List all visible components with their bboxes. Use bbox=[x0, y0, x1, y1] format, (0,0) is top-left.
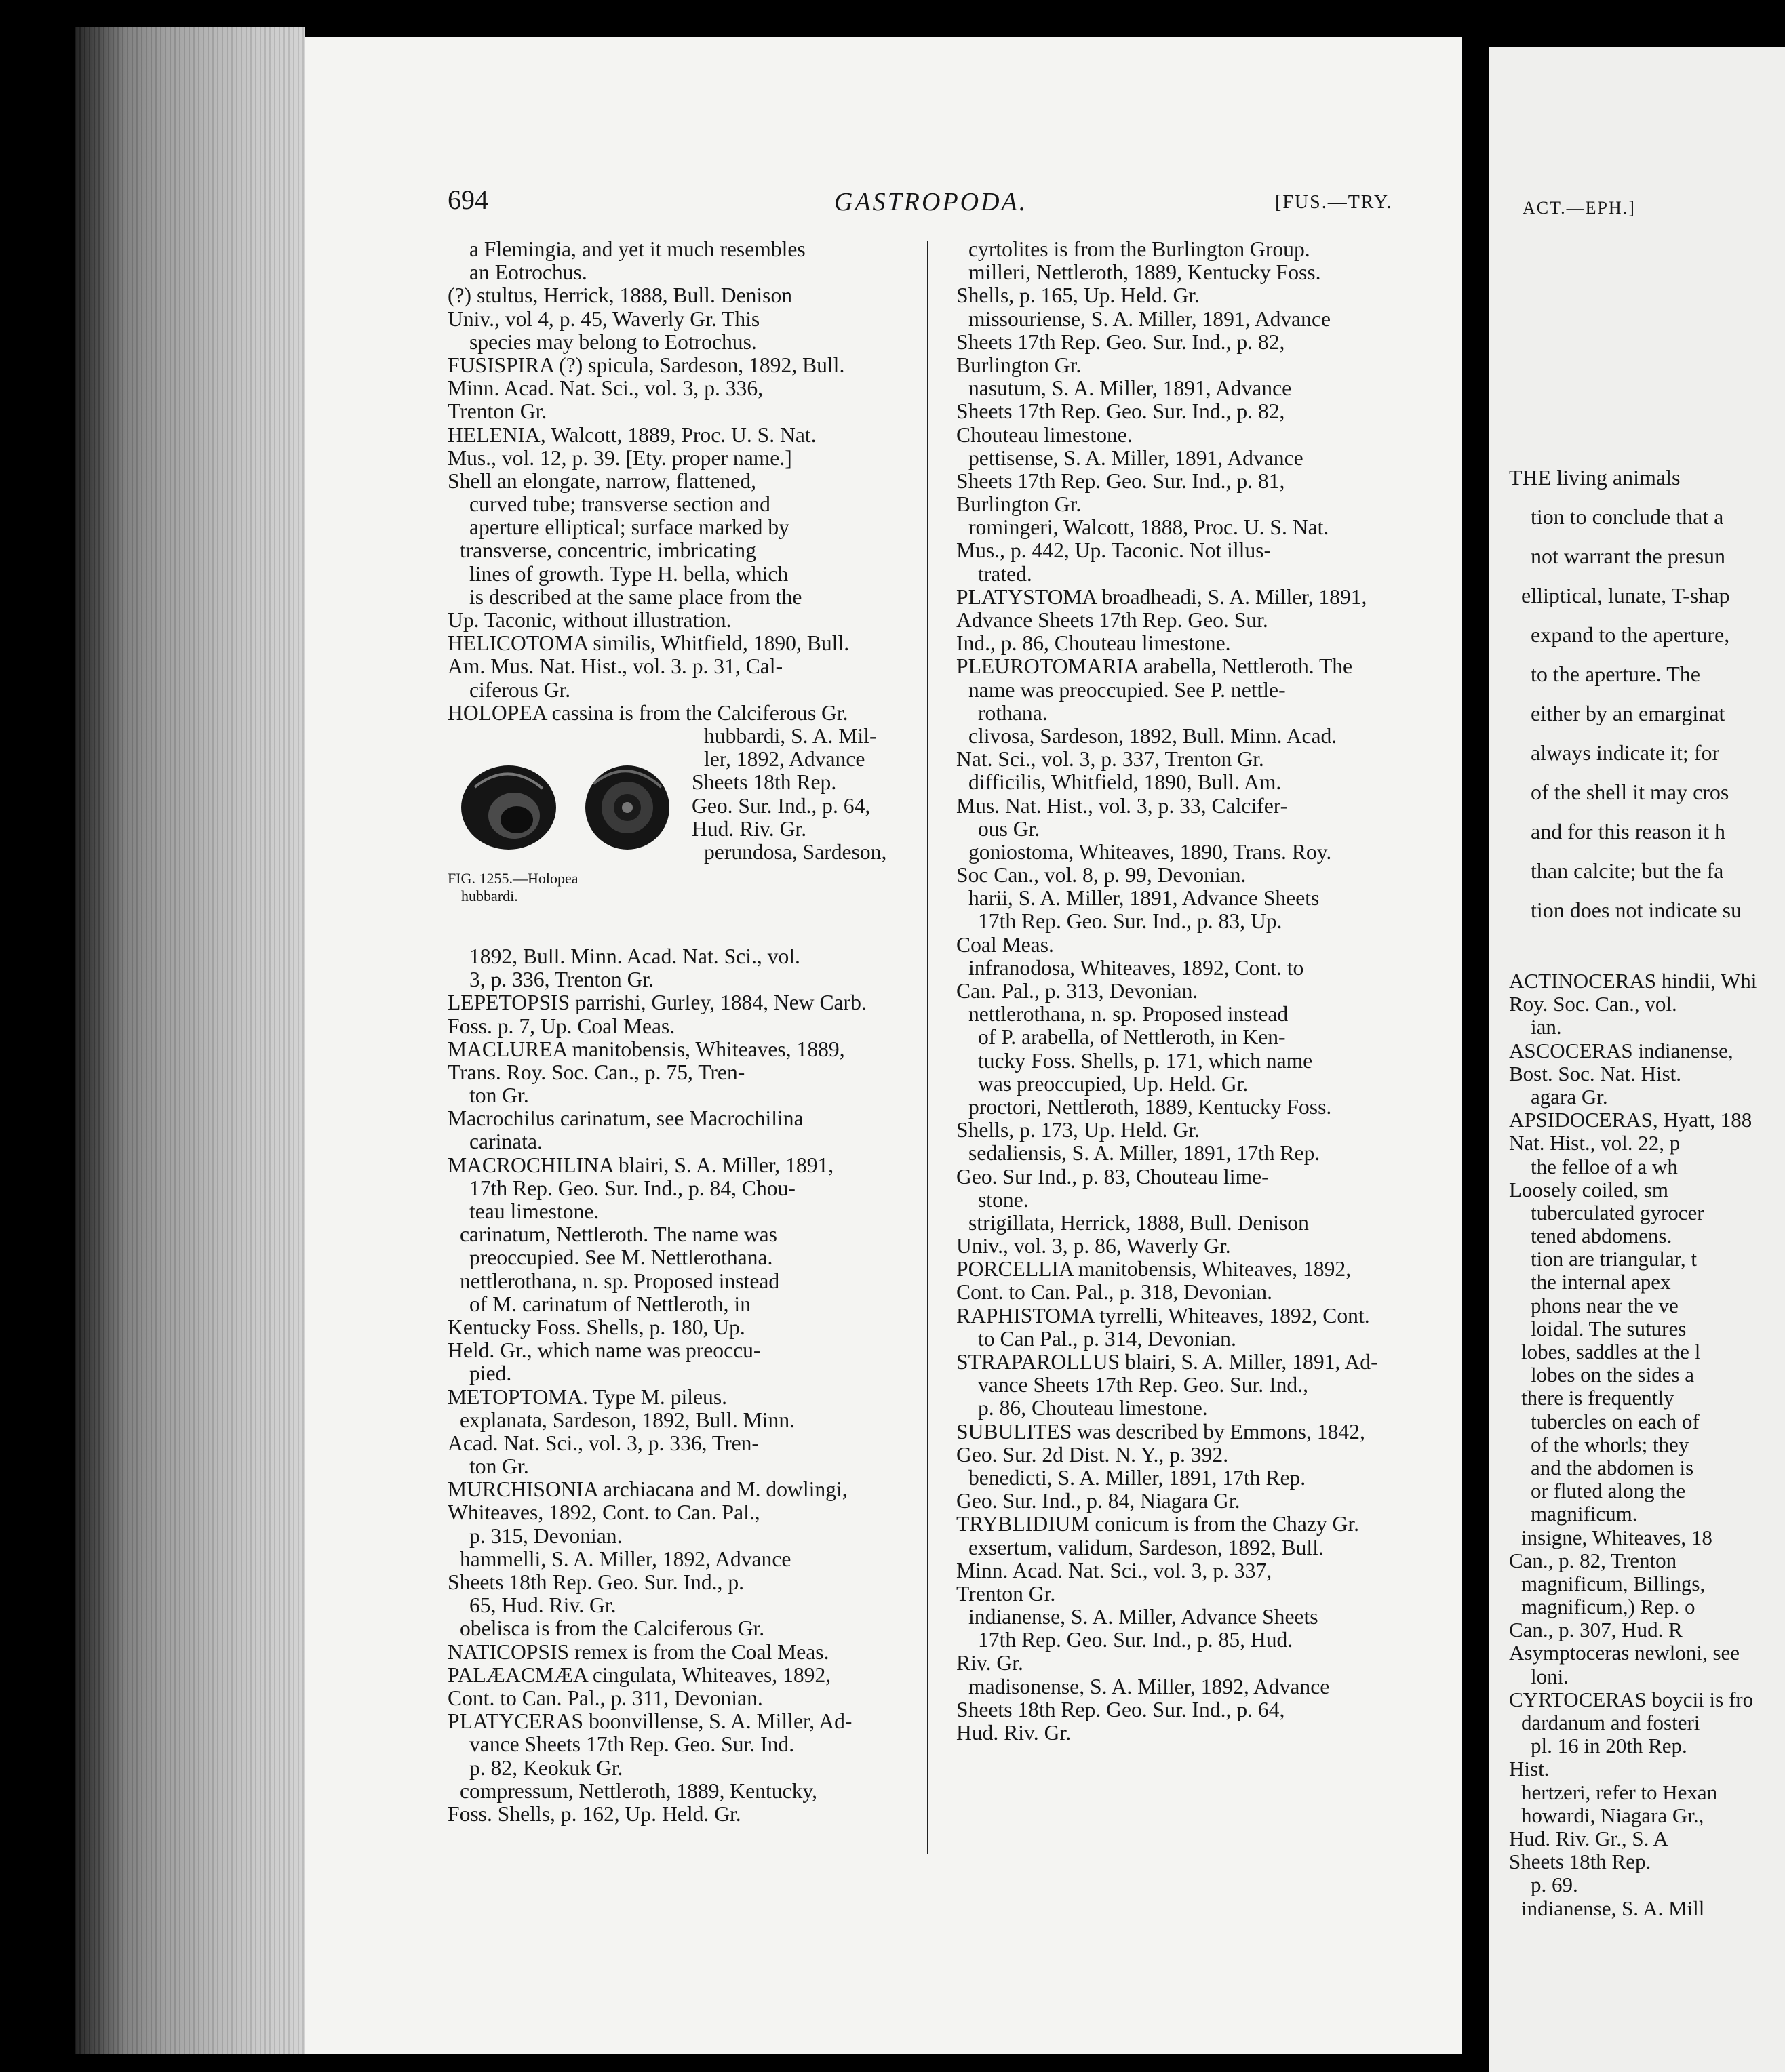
text-line: than calcite; but the fa bbox=[1531, 858, 1724, 883]
page-range-header: [FUS.—TRY. bbox=[1275, 192, 1393, 213]
text-line: sedaliensis, S. A. Miller, 1891, 17th Rep. bbox=[968, 1142, 1320, 1166]
text-line: p. 315, Devonian. bbox=[469, 1524, 623, 1548]
column-a bbox=[448, 238, 909, 1826]
text-line: cyrtolites is from the Burlington Group. bbox=[968, 238, 1310, 261]
text-line: METOPTOMA. Type M. pileus. bbox=[448, 1385, 728, 1409]
text-line: Sheets 18th Rep. bbox=[1509, 1850, 1651, 1874]
text-line: PLEUROTOMARIA arabella, Nettleroth. The bbox=[956, 655, 1353, 679]
text-line: lobes on the sides a bbox=[1531, 1363, 1695, 1387]
text-line: clivosa, Sardeson, 1892, Bull. Minn. Acad. bbox=[968, 724, 1337, 748]
text-line: an Eotrochus. bbox=[469, 261, 587, 285]
text-line: insigne, Whiteaves, 18 bbox=[1521, 1526, 1712, 1549]
text-line: p. 69. bbox=[1531, 1873, 1578, 1897]
text-line: loni. bbox=[1531, 1665, 1569, 1688]
text-line: STRAPAROLLUS blairi, S. A. Miller, 1891, Ad- bbox=[956, 1351, 1378, 1374]
text-line: Minn. Acad. Nat. Sci., vol. 3, p. 337, bbox=[956, 1559, 1272, 1582]
text-line: madisonense, S. A. Miller, 1892, Advance bbox=[968, 1675, 1330, 1698]
text-line: expand to the aperture, bbox=[1531, 622, 1730, 647]
text-line: Univ., vol 4, p. 45, Waverly Gr. This bbox=[448, 307, 760, 331]
text-line: aperture elliptical; surface marked by bbox=[469, 516, 789, 540]
text-line: of the whorls; they bbox=[1531, 1433, 1689, 1456]
text-line: Univ., vol. 3, p. 86, Waverly Gr. bbox=[956, 1235, 1231, 1258]
text-line: 17th Rep. Geo. Sur. Ind., p. 85, Hud. bbox=[978, 1629, 1293, 1652]
text-line: Acad. Nat. Sci., vol. 3, p. 336, Tren- bbox=[448, 1431, 759, 1455]
text-line: indianense, S. A. Miller, Advance Sheets bbox=[968, 1606, 1318, 1629]
text-line: tion does not indicate su bbox=[1531, 898, 1742, 922]
page-number: 694 bbox=[448, 184, 488, 215]
text-line: tuberculated gyrocer bbox=[1531, 1201, 1704, 1224]
text-line: Cont. to Can. Pal., p. 318, Devonian. bbox=[956, 1281, 1272, 1304]
text-line: vance Sheets 17th Rep. Geo. Sur. Ind. bbox=[469, 1733, 795, 1757]
text-line: RAPHISTOMA tyrrelli, Whiteaves, 1892, Cont. bbox=[956, 1304, 1370, 1328]
running-title: GASTROPODA. bbox=[834, 188, 1028, 216]
text-line: Geo. Sur Ind., p. 83, Chouteau lime- bbox=[956, 1165, 1269, 1189]
text-line: benedicti, S. A. Miller, 1891, 17th Rep. bbox=[968, 1466, 1306, 1490]
text-line: SUBULITES was described by Emmons, 1842, bbox=[956, 1420, 1365, 1443]
text-line: missouriense, S. A. Miller, 1891, Advance bbox=[968, 307, 1331, 331]
right-page-entries bbox=[1509, 970, 1785, 1920]
text-line: Trenton Gr. bbox=[448, 400, 547, 424]
text-line: 17th Rep. Geo. Sur. Ind., p. 84, Chou- bbox=[469, 1176, 796, 1200]
text-line: NATICOPSIS remex is from the Coal Meas. bbox=[448, 1640, 829, 1664]
text-line: ler, 1892, Advance bbox=[704, 748, 865, 772]
text-line: carinatum, Nettleroth. The name was bbox=[460, 1223, 777, 1247]
text-line: Loosely coiled, sm bbox=[1509, 1178, 1669, 1201]
text-line: Whiteaves, 1892, Cont. to Can. Pal., bbox=[448, 1501, 760, 1525]
text-line: tubercles on each of bbox=[1531, 1410, 1700, 1433]
text-line: Held. Gr., which name was preoccu- bbox=[448, 1339, 761, 1363]
text-line: HELENIA, Walcott, 1889, Proc. U. S. Nat. bbox=[448, 423, 817, 447]
text-line: Sheets 17th Rep. Geo. Sur. Ind., p. 81, bbox=[956, 469, 1285, 493]
text-line: (?) stultus, Herrick, 1888, Bull. Denison bbox=[448, 284, 793, 308]
text-line: to Can Pal., p. 314, Devonian. bbox=[978, 1327, 1236, 1351]
text-line: Foss. p. 7, Up. Coal Meas. bbox=[448, 1014, 675, 1038]
text-line: ian. bbox=[1531, 1016, 1562, 1039]
text-line: exsertum, validum, Sardeson, 1892, Bull. bbox=[968, 1536, 1324, 1559]
text-line: curved tube; transverse section and bbox=[469, 493, 770, 517]
text-line: indianense, S. A. Mill bbox=[1521, 1896, 1705, 1920]
text-line: Hist. bbox=[1509, 1757, 1550, 1781]
right-page-range-header: ACT.—EPH.] bbox=[1523, 198, 1636, 218]
text-line: elliptical, lunate, T-shap bbox=[1521, 583, 1730, 607]
text-line: Hud. Riv. Gr. bbox=[692, 817, 807, 841]
text-line: APSIDOCERAS, Hyatt, 188 bbox=[1509, 1109, 1752, 1132]
text-line: MACLUREA manitobensis, Whiteaves, 1889, bbox=[448, 1037, 845, 1061]
text-line: teau limestone. bbox=[469, 1200, 600, 1223]
text-line: Advance Sheets 17th Rep. Geo. Sur. bbox=[956, 609, 1268, 632]
text-line: nettlerothana, n. sp. Proposed instead bbox=[460, 1269, 780, 1293]
text-line: Riv. Gr. bbox=[956, 1652, 1023, 1675]
text-line: 1892, Bull. Minn. Acad. Nat. Sci., vol. bbox=[469, 944, 800, 968]
text-line: Sheets 18th Rep. Geo. Sur. Ind., p. 64, bbox=[956, 1698, 1285, 1721]
book-page-edges bbox=[75, 27, 305, 2054]
text-line: PALÆACMÆA cingulata, Whiteaves, 1892, bbox=[448, 1663, 831, 1687]
text-line: goniostoma, Whiteaves, 1890, Trans. Roy. bbox=[968, 840, 1332, 864]
text-line: 65, Hud. Riv. Gr. bbox=[469, 1594, 616, 1618]
text-line: Kentucky Foss. Shells, p. 180, Up. bbox=[448, 1315, 745, 1339]
text-line: tened abdomens. bbox=[1531, 1224, 1672, 1248]
text-line: Roy. Soc. Can., vol. bbox=[1509, 993, 1677, 1016]
text-line: loidal. The sutures bbox=[1531, 1317, 1687, 1340]
text-line: Mus., p. 442, Up. Taconic. Not illus- bbox=[956, 539, 1272, 563]
text-line: howardi, Niagara Gr., bbox=[1521, 1804, 1704, 1827]
text-line: PORCELLIA manitobensis, Whiteaves, 1892, bbox=[956, 1258, 1352, 1281]
text-line: preoccupied. See M. Nettlerothana. bbox=[469, 1246, 773, 1270]
text-line: Burlington Gr. bbox=[956, 353, 1082, 377]
text-line: a Flemingia, and yet it much resembles bbox=[469, 238, 806, 261]
right-page-paragraph bbox=[1509, 458, 1785, 930]
text-line: ciferous Gr. bbox=[469, 678, 571, 702]
text-line: there is frequently bbox=[1521, 1387, 1674, 1410]
text-line: romingeri, Walcott, 1888, Proc. U. S. Nat. bbox=[968, 516, 1329, 540]
text-line: ton Gr. bbox=[469, 1455, 529, 1479]
text-line: Asymptoceras newloni, see bbox=[1509, 1641, 1740, 1665]
text-line: LEPETOPSIS parrishi, Gurley, 1884, New Carb. bbox=[448, 991, 867, 1015]
text-line: carinata. bbox=[469, 1130, 543, 1154]
text-line: THE living animals bbox=[1509, 465, 1681, 490]
text-line: Mus. Nat. Hist., vol. 3, p. 33, Calcifer- bbox=[956, 794, 1288, 818]
text-line: Am. Mus. Nat. Hist., vol. 3. p. 31, Cal- bbox=[448, 655, 783, 679]
text-line: Bost. Soc. Nat. Hist. bbox=[1509, 1062, 1682, 1085]
text-line: Can., p. 307, Hud. R bbox=[1509, 1618, 1683, 1642]
text-line: Can., p. 82, Trenton bbox=[1509, 1549, 1677, 1572]
text-line: magnificum,) Rep. o bbox=[1521, 1595, 1695, 1619]
text-line: Cont. to Can. Pal., p. 311, Devonian. bbox=[448, 1686, 763, 1710]
text-line: Minn. Acad. Nat. Sci., vol. 3, p. 336, bbox=[448, 377, 764, 401]
text-line: magnificum, Billings, bbox=[1521, 1572, 1706, 1595]
text-line: was preoccupied, Up. Held. Gr. bbox=[978, 1072, 1249, 1096]
text-line: Geo. Sur. Ind., p. 64, bbox=[692, 794, 871, 818]
text-line: either by an emarginat bbox=[1531, 701, 1725, 725]
column-b bbox=[956, 238, 1445, 1745]
text-line: lobes, saddles at the l bbox=[1521, 1340, 1701, 1363]
text-line: Mus., vol. 12, p. 39. [Ety. proper name.] bbox=[448, 446, 792, 470]
text-line: Macrochilus carinatum, see Macrochilina bbox=[448, 1107, 804, 1131]
text-line: of M. carinatum of Nettleroth, in bbox=[469, 1292, 751, 1316]
text-line: always indicate it; for bbox=[1531, 740, 1720, 765]
text-line: obelisca is from the Calciferous Gr. bbox=[460, 1617, 765, 1641]
figure-side-text bbox=[692, 725, 916, 864]
text-line: the felloe of a wh bbox=[1531, 1155, 1678, 1178]
text-line: Hud. Riv. Gr., S. A bbox=[1509, 1827, 1668, 1850]
text-line: Sheets 18th Rep. Geo. Sur. Ind., p. bbox=[448, 1571, 745, 1594]
text-line: pettisense, S. A. Miller, 1891, Advance bbox=[968, 446, 1303, 470]
shell-aperture-view bbox=[461, 765, 556, 850]
text-line: species may belong to Eotrochus. bbox=[469, 330, 757, 354]
text-line: PLATYSTOMA broadheadi, S. A. Miller, 1891, bbox=[956, 585, 1367, 609]
text-line: 17th Rep. Geo. Sur. Ind., p. 83, Up. bbox=[978, 910, 1282, 934]
text-line: milleri, Nettleroth, 1889, Kentucky Foss. bbox=[968, 261, 1321, 285]
text-line: and the abdomen is bbox=[1531, 1456, 1694, 1479]
text-line: is described at the same place from the bbox=[469, 585, 802, 609]
text-line: Geo. Sur. Ind., p. 84, Niagara Gr. bbox=[956, 1490, 1240, 1513]
text-line: Foss. Shells, p. 162, Up. Held. Gr. bbox=[448, 1802, 741, 1826]
text-line: of P. arabella, of Nettleroth, in Ken- bbox=[978, 1026, 1286, 1050]
text-line: ton Gr. bbox=[469, 1084, 529, 1108]
text-line: p. 82, Keokuk Gr. bbox=[469, 1756, 623, 1780]
text-line: Hud. Riv. Gr. bbox=[956, 1721, 1072, 1745]
book-gutter bbox=[1462, 0, 1489, 2072]
shell-apex-view bbox=[585, 765, 669, 850]
text-line: pied. bbox=[469, 1362, 512, 1386]
text-line: perundosa, Sardeson, bbox=[704, 840, 887, 864]
text-line: the internal apex bbox=[1531, 1271, 1671, 1294]
text-line: difficilis, Whitfield, 1890, Bull. Am. bbox=[968, 771, 1282, 795]
right-page bbox=[1489, 47, 1785, 2072]
text-line: vance Sheets 17th Rep. Geo. Sur. Ind., bbox=[978, 1374, 1308, 1397]
text-line: lines of growth. Type H. bella, which bbox=[469, 562, 789, 586]
text-line: dardanum and fosteri bbox=[1521, 1711, 1700, 1734]
text-line: Burlington Gr. bbox=[956, 493, 1082, 517]
text-line: hammelli, S. A. Miller, 1892, Advance bbox=[460, 1547, 791, 1571]
text-line: Nat. Hist., vol. 22, p bbox=[1509, 1132, 1681, 1155]
text-line: proctori, Nettleroth, 1889, Kentucky Foss. bbox=[968, 1095, 1332, 1119]
text-line: TRYBLIDIUM conicum is from the Chazy Gr. bbox=[956, 1513, 1360, 1536]
column-a-top-text bbox=[448, 238, 909, 725]
text-line: pl. 16 in 20th Rep. bbox=[1531, 1734, 1687, 1758]
text-line: Trans. Roy. Soc. Can., p. 75, Tren- bbox=[448, 1060, 745, 1084]
text-line: to the aperture. The bbox=[1531, 662, 1700, 686]
figure-caption-line: hubbardi. bbox=[461, 887, 518, 904]
text-line: Soc Can., vol. 8, p. 99, Devonian. bbox=[956, 864, 1247, 888]
text-line: trated. bbox=[978, 562, 1032, 586]
text-line: 3, p. 336, Trenton Gr. bbox=[469, 968, 654, 992]
text-line: PLATYCERAS boonvillense, S. A. Miller, Ad- bbox=[448, 1710, 852, 1734]
column-a-bottom-text bbox=[448, 945, 909, 1826]
text-line: CYRTOCERAS boycii is fro bbox=[1509, 1688, 1754, 1711]
text-line: MACROCHILINA blairi, S. A. Miller, 1891, bbox=[448, 1153, 834, 1177]
text-line: and for this reason it h bbox=[1531, 819, 1726, 843]
text-line: not warrant the presun bbox=[1531, 544, 1726, 568]
text-line: HELICOTOMA similis, Whitfield, 1890, Bull. bbox=[448, 632, 850, 656]
text-line: tion are triangular, t bbox=[1531, 1248, 1697, 1271]
text-line: of the shell it may cros bbox=[1531, 780, 1729, 804]
text-line: ous Gr. bbox=[978, 817, 1040, 841]
text-line: Up. Taconic, without illustration. bbox=[448, 609, 732, 632]
figure-caption-line: FIG. 1255.—Holopea bbox=[448, 869, 578, 887]
text-line: stone. bbox=[978, 1188, 1029, 1212]
column-divider bbox=[927, 241, 928, 1854]
text-line: nasutum, S. A. Miller, 1891, Advance bbox=[968, 377, 1292, 401]
text-line: Sheets 17th Rep. Geo. Sur. Ind., p. 82, bbox=[956, 330, 1285, 354]
left-page bbox=[305, 37, 1462, 2054]
text-line: tucky Foss. Shells, p. 171, which name bbox=[978, 1049, 1313, 1073]
text-line: agara Gr. bbox=[1531, 1085, 1608, 1109]
text-line: infranodosa, Whiteaves, 1892, Cont. to bbox=[968, 956, 1304, 980]
text-line: Shell an elongate, narrow, flattened, bbox=[448, 469, 757, 493]
text-line: nettlerothana, n. sp. Proposed instead bbox=[968, 1003, 1289, 1027]
text-line: explanata, Sardeson, 1892, Bull. Minn. bbox=[460, 1408, 796, 1432]
text-line: rothana. bbox=[978, 701, 1048, 725]
text-line: phons near the ve bbox=[1531, 1294, 1679, 1317]
text-line: HOLOPEA cassina is from the Calciferous Gr. bbox=[448, 701, 848, 725]
shell-illustration bbox=[448, 740, 685, 869]
figure-caption bbox=[448, 870, 651, 905]
text-line: FUSISPIRA (?) spicula, Sardeson, 1892, Bull. bbox=[448, 353, 845, 377]
text-line: magnificum. bbox=[1531, 1502, 1638, 1526]
figure-holopea-hubbardi bbox=[448, 725, 909, 945]
text-line: ASCOCERAS indianense, bbox=[1509, 1039, 1733, 1062]
text-line: Chouteau limestone. bbox=[956, 423, 1133, 447]
text-line: Ind., p. 86, Chouteau limestone. bbox=[956, 632, 1231, 656]
text-line: hubbardi, S. A. Mil- bbox=[704, 724, 877, 748]
text-line: Sheets 18th Rep. bbox=[692, 771, 837, 795]
text-line: strigillata, Herrick, 1888, Bull. Denison bbox=[968, 1211, 1309, 1235]
text-line: tion to conclude that a bbox=[1531, 504, 1724, 529]
text-line: or fluted along the bbox=[1531, 1479, 1686, 1503]
text-line: compressum, Nettleroth, 1889, Kentucky, bbox=[460, 1779, 818, 1803]
text-line: p. 86, Chouteau limestone. bbox=[978, 1397, 1208, 1420]
text-line: Geo. Sur. 2d Dist. N. Y., p. 392. bbox=[956, 1443, 1229, 1467]
text-line: harii, S. A. Miller, 1891, Advance Sheets bbox=[968, 887, 1320, 911]
text-line: MURCHISONIA archiacana and M. dowlingi, bbox=[448, 1478, 848, 1502]
text-line: hertzeri, refer to Hexan bbox=[1521, 1780, 1718, 1804]
text-line: transverse, concentric, imbricating bbox=[460, 539, 756, 563]
scanner-background bbox=[0, 0, 75, 2072]
text-line: name was preoccupied. See P. nettle- bbox=[968, 678, 1286, 702]
text-line: Trenton Gr. bbox=[956, 1582, 1056, 1606]
text-line: Sheets 17th Rep. Geo. Sur. Ind., p. 82, bbox=[956, 400, 1285, 424]
text-line: Coal Meas. bbox=[956, 933, 1054, 957]
text-line: Nat. Sci., vol. 3, p. 337, Trenton Gr. bbox=[956, 748, 1264, 772]
text-line: Shells, p. 165, Up. Held. Gr. bbox=[956, 284, 1200, 308]
text-line: Shells, p. 173, Up. Held. Gr. bbox=[956, 1119, 1200, 1142]
text-line: ACTINOCERAS hindii, Whi bbox=[1509, 970, 1757, 993]
text-line: Can. Pal., p. 313, Devonian. bbox=[956, 980, 1198, 1003]
